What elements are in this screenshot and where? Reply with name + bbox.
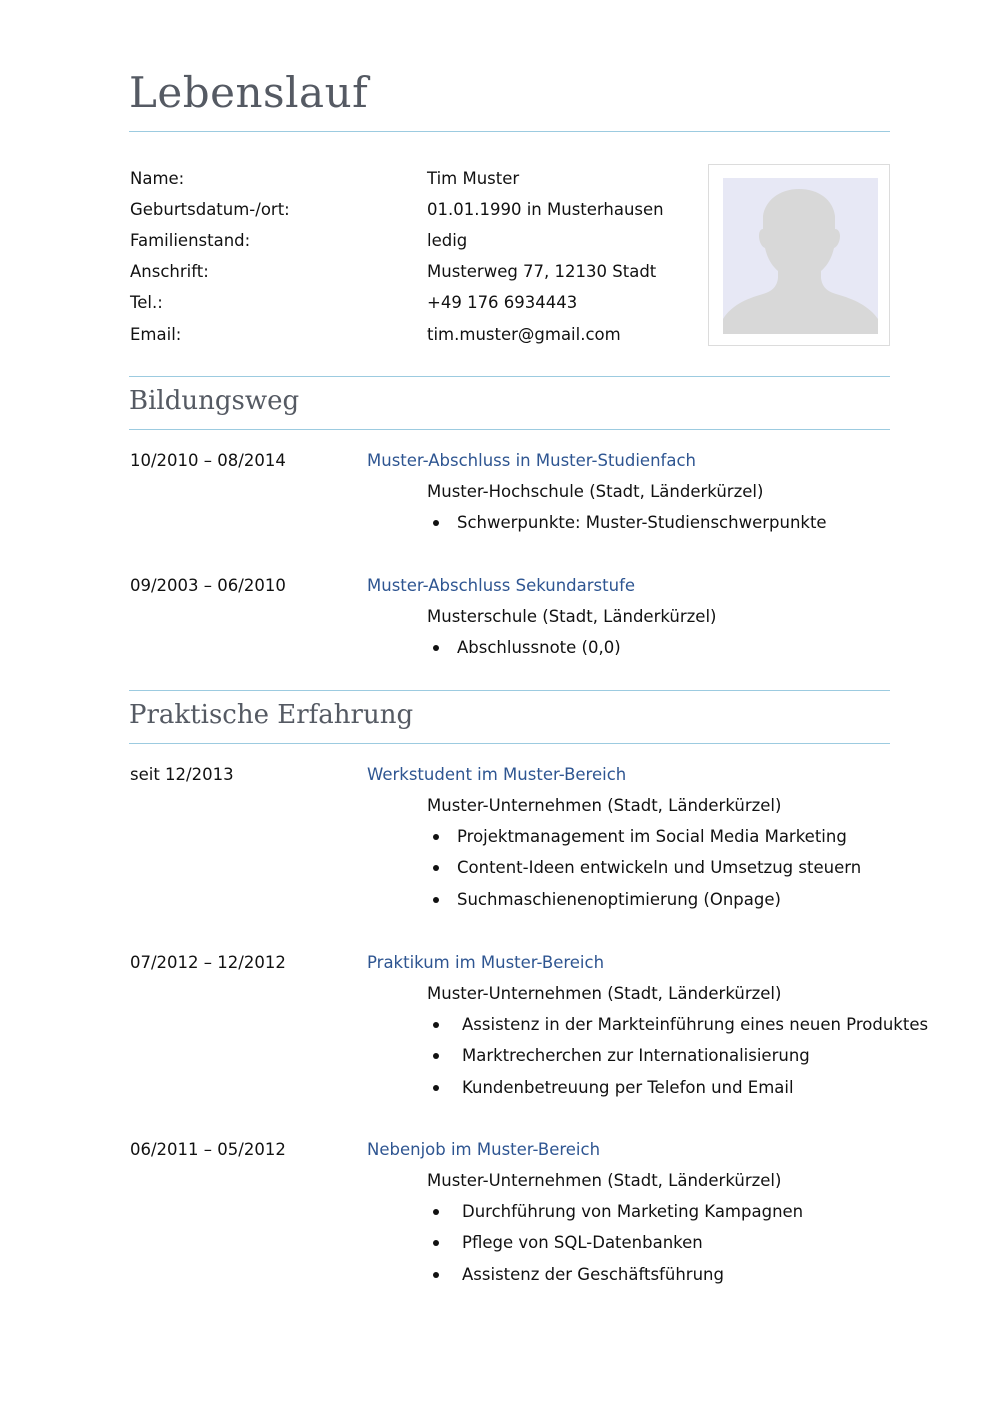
- entry-bullet: Suchmaschienenoptimierung (Onpage): [457, 890, 781, 909]
- entry-institution: Muster-Unternehmen (Stadt, Länderkürzel): [427, 1171, 782, 1190]
- value-phone: +49 176 6934443: [427, 293, 578, 312]
- entry-bullet: Abschlussnote (0,0): [457, 638, 621, 657]
- entry-period: 09/2003 – 06/2010: [130, 576, 286, 595]
- label-name: Name:: [130, 169, 185, 188]
- label-address: Anschrift:: [130, 262, 209, 281]
- value-name: Tim Muster: [427, 169, 520, 188]
- bullet-icon: [433, 1053, 439, 1059]
- section-divider-bottom: [129, 743, 890, 744]
- label-birth: Geburtsdatum-/ort:: [130, 200, 290, 219]
- person-silhouette-icon: [723, 178, 878, 334]
- bullet-icon: [433, 1240, 439, 1246]
- bullet-icon: [433, 834, 439, 840]
- section-divider-top: [129, 690, 890, 691]
- bullet-icon: [433, 865, 439, 871]
- entry-period: seit 12/2013: [130, 765, 234, 784]
- entry-institution: Muster-Unternehmen (Stadt, Länderkürzel): [427, 796, 782, 815]
- entry-institution: Muster-Unternehmen (Stadt, Länderkürzel): [427, 984, 782, 1003]
- entry-bullet: Content-Ideen entwickeln und Umsetzug steuern: [457, 858, 862, 877]
- entry-institution: Muster-Hochschule (Stadt, Länderkürzel): [427, 482, 764, 501]
- entry-period: 07/2012 – 12/2012: [130, 953, 286, 972]
- entry-title: Muster-Abschluss Sekundarstufe: [367, 576, 636, 595]
- title-divider: [129, 131, 890, 132]
- entry-bullet: Projektmanagement im Social Media Marketing: [457, 827, 847, 846]
- label-email: Email:: [130, 325, 182, 344]
- bullet-icon: [433, 1085, 439, 1091]
- entry-bullet: Durchführung von Marketing Kampagnen: [462, 1202, 804, 1221]
- section-divider-bottom: [129, 429, 890, 430]
- entry-bullet: Schwerpunkte: Muster-Studienschwerpunkte: [457, 513, 827, 532]
- bullet-icon: [433, 645, 439, 651]
- bullet-icon: [433, 520, 439, 526]
- bullet-icon: [433, 1022, 439, 1028]
- entry-institution: Musterschule (Stadt, Länderkürzel): [427, 607, 717, 626]
- value-birth: 01.01.1990 in Musterhausen: [427, 200, 664, 219]
- value-email: tim.muster@gmail.com: [427, 325, 621, 344]
- entry-bullet: Pflege von SQL-Datenbanken: [462, 1233, 703, 1252]
- bullet-icon: [433, 897, 439, 903]
- entry-title: Nebenjob im Muster-Bereich: [367, 1140, 601, 1159]
- entry-bullet: Marktrecherchen zur Internationalisierung: [462, 1046, 810, 1065]
- section-divider-top: [129, 376, 890, 377]
- label-phone: Tel.:: [130, 293, 163, 312]
- section-title-erfahrung: Praktische Erfahrung: [129, 700, 414, 730]
- section-title-bildungsweg: Bildungsweg: [129, 386, 300, 416]
- bullet-icon: [433, 1272, 439, 1278]
- value-marital-status: ledig: [427, 231, 468, 250]
- bullet-icon: [433, 1209, 439, 1215]
- entry-bullet: Assistenz der Geschäftsführung: [462, 1265, 724, 1284]
- entry-period: 06/2011 – 05/2012: [130, 1140, 286, 1159]
- entry-title: Muster-Abschluss in Muster-Studienfach: [367, 451, 696, 470]
- value-address: Musterweg 77, 12130 Stadt: [427, 262, 657, 281]
- entry-bullet: Kundenbetreuung per Telefon und Email: [462, 1078, 794, 1097]
- entry-title: Werkstudent im Muster-Bereich: [367, 765, 627, 784]
- entry-title: Praktikum im Muster-Bereich: [367, 953, 605, 972]
- page-title: Lebenslauf: [129, 68, 369, 117]
- entry-period: 10/2010 – 08/2014: [130, 451, 286, 470]
- entry-bullet: Assistenz in der Markteinführung eines neuen Produktes: [462, 1015, 929, 1034]
- profile-photo: [708, 164, 890, 346]
- label-marital-status: Familienstand:: [130, 231, 251, 250]
